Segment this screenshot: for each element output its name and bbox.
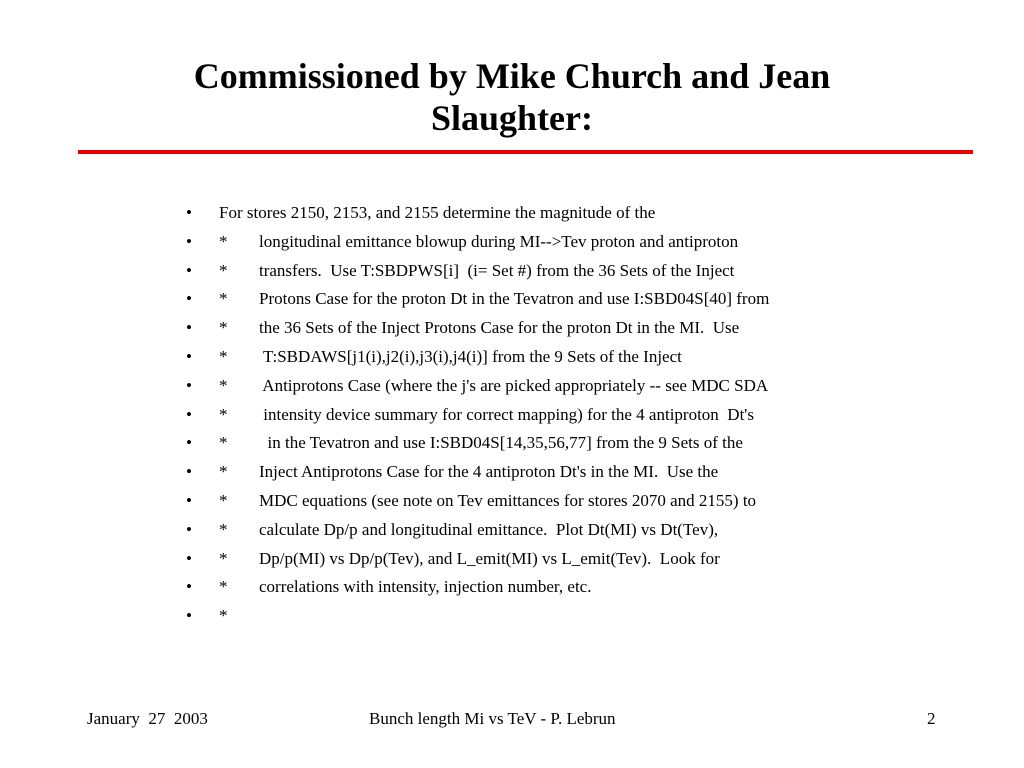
- slide-title: [90, 55, 934, 139]
- footer-page-number: 2: [927, 709, 936, 728]
- bullet-text: calculate Dp/p and longitudinal emittance. Plot Dt(MI) vs Dt(Tev),: [259, 519, 719, 539]
- bullet-dot-icon: •: [186, 519, 192, 539]
- bullet-list: [186, 199, 769, 631]
- bullet-asterisk: *: [219, 577, 228, 597]
- bullet-text: in the Tevatron and use I:SBD04S[14,35,56,77] from the 9 Sets of the: [259, 433, 743, 453]
- bullet-asterisk: *: [219, 606, 228, 626]
- bullet-asterisk: *: [219, 375, 228, 395]
- bullet-dot-icon: •: [186, 606, 192, 626]
- bullet-asterisk: *: [219, 519, 228, 539]
- footer-date: January 27 2003: [87, 709, 208, 728]
- bullet-text: MDC equations (see note on Tev emittances for stores 2070 and 2155) to: [259, 490, 757, 510]
- bullet-item: [186, 458, 769, 487]
- bullet-text: T:SBDAWS[j1(i),j2(i),j3(i),j4(i)] from the 9 Sets of the Inject: [259, 346, 682, 366]
- bullet-text: For stores 2150, 2153, and 2155 determine the magnitude of the: [219, 203, 656, 222]
- bullet-dot-icon: •: [186, 289, 192, 309]
- bullet-text: the 36 Sets of the Inject Protons Case for the proton Dt in the MI. Use: [259, 318, 740, 338]
- bullet-dot-icon: •: [186, 548, 192, 568]
- bullet-text: Inject Antiprotons Case for the 4 antiproton Dt's in the MI. Use the: [259, 462, 719, 482]
- bullet-item: [186, 257, 769, 286]
- bullet-item: [186, 545, 769, 574]
- bullet-asterisk: *: [219, 490, 228, 510]
- bullet-dot-icon: •: [186, 346, 192, 366]
- bullet-dot-icon: •: [186, 404, 192, 424]
- bullet-item: [186, 372, 769, 401]
- bullet-dot-icon: •: [186, 260, 192, 280]
- bullet-item: [186, 401, 769, 430]
- bullet-item: [186, 487, 769, 516]
- bullet-asterisk: *: [219, 462, 228, 482]
- bullet-item: [186, 228, 769, 257]
- slide-title-line-1: Commissioned by Mike Church and Jean: [193, 56, 831, 96]
- bullet-dot-icon: •: [186, 577, 192, 597]
- bullet-asterisk: *: [219, 404, 228, 424]
- bullet-item: [186, 516, 769, 545]
- bullet-dot-icon: •: [186, 231, 192, 251]
- bullet-dot-icon: •: [186, 490, 192, 510]
- bullet-dot-icon: •: [186, 203, 192, 222]
- bullet-dot-icon: •: [186, 318, 192, 338]
- bullet-item: [186, 429, 769, 458]
- bullet-text: Dp/p(MI) vs Dp/p(Tev), and L_emit(MI) vs L_emit(Tev). Look for: [259, 548, 720, 568]
- footer-title: Bunch length Mi vs TeV - P. Lebrun: [369, 709, 616, 728]
- bullet-text: intensity device summary for correct mapping) for the 4 antiproton Dt's: [259, 404, 754, 424]
- bullet-dot-icon: •: [186, 462, 192, 482]
- bullet-text: transfers. Use T:SBDPWS[i] (i= Set #) from the 36 Sets of the Inject: [259, 260, 735, 280]
- bullet-dot-icon: •: [186, 375, 192, 395]
- bullet-asterisk: *: [219, 231, 228, 251]
- bullet-text: correlations with intensity, injection number, etc.: [259, 577, 592, 597]
- title-underline-rule: [78, 150, 973, 154]
- slide-title-line-2: Slaughter:: [431, 98, 593, 138]
- bullet-dot-icon: •: [186, 433, 192, 453]
- bullet-text: longitudinal emittance blowup during MI-->Tev proton and antiproton: [259, 231, 739, 251]
- bullet-asterisk: *: [219, 548, 228, 568]
- bullet-item: [186, 573, 769, 602]
- bullet-asterisk: *: [219, 433, 228, 453]
- bullet-asterisk: *: [219, 260, 228, 280]
- bullet-item: [186, 602, 769, 631]
- bullet-asterisk: *: [219, 289, 228, 309]
- bullet-text: Protons Case for the proton Dt in the Tevatron and use I:SBD04S[40] from: [259, 289, 770, 309]
- bullet-asterisk: *: [219, 346, 228, 366]
- bullet-item: [186, 199, 769, 228]
- bullet-asterisk: *: [219, 318, 228, 338]
- bullet-item: [186, 343, 769, 372]
- bullet-item: [186, 285, 769, 314]
- bullet-item: [186, 314, 769, 343]
- bullet-text: Antiprotons Case (where the j's are picked appropriately -- see MDC SDA: [259, 375, 769, 395]
